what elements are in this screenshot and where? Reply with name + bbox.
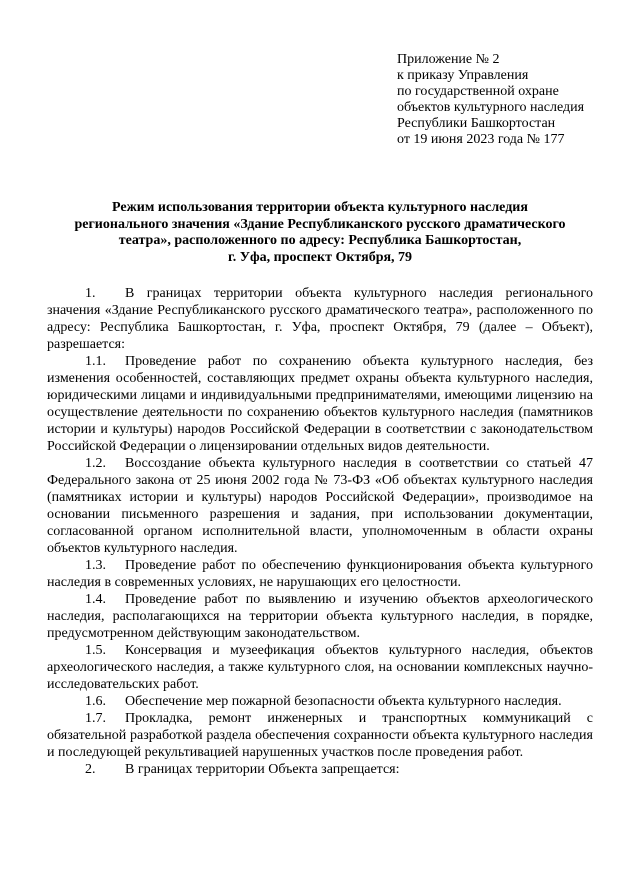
header-line: Республики Башкортостан xyxy=(397,116,556,131)
header-line: объектов культурного наследия xyxy=(397,100,585,115)
paragraph-number: 1.2. xyxy=(85,456,106,471)
header-line: по государственной охране xyxy=(397,84,559,99)
paragraph-number: 2. xyxy=(85,762,96,777)
document-header xyxy=(397,52,593,148)
paragraph-text: Консервация и музеефикация объектов культурного наследия, объектов археологического наследия, а также культурного слоя, на основании комплексных научно-исследовательских работ. xyxy=(47,643,593,692)
paragraph-number: 1.5. xyxy=(85,643,106,658)
title-line: г. Уфа, проспект Октября, 79 xyxy=(227,249,413,265)
paragraph-text: Обеспечение мер пожарной безопасности объекта культурного наследия. xyxy=(125,694,562,709)
paragraph-number: 1.7. xyxy=(85,711,106,726)
paragraph-number: 1. xyxy=(85,286,96,301)
paragraph-text: Проведение работ по обеспечению функционирования объекта культурного наследия в современных условиях, не нарушающих его целостности. xyxy=(47,558,593,590)
paragraph xyxy=(47,761,593,778)
paragraph xyxy=(47,710,593,761)
title-line: Режим использования территории объекта культурного наследия xyxy=(112,200,528,215)
title-line: регионального значения «Здание Республиканского русского драматического xyxy=(74,216,566,232)
paragraph-number: 1.6. xyxy=(85,694,106,709)
paragraph-text: Проведение работ по сохранению объекта культурного наследия, без изменения особенностей, составляющих предмет охраны объекта культурного наследия, юридическими лицами и индивидуальными предпринимателями, имеющими лицензию на осуществление деятельности по сохранению объектов культурного наследия (памятников истории и культуры) народов Российской Федерации в соответствии с законодательством Российской Федерации о лицензировании отдельных видов деятельности. xyxy=(47,354,593,454)
header-line: от 19 июня 2023 года № 177 xyxy=(397,132,565,147)
title-line: театра», расположенного по адресу: Республика Башкортостан, xyxy=(118,233,522,248)
paragraph xyxy=(47,353,593,455)
paragraph xyxy=(47,455,593,557)
paragraph xyxy=(47,642,593,693)
paragraph xyxy=(47,285,593,353)
paragraph xyxy=(47,591,593,642)
header-line: Приложение № 2 xyxy=(397,52,500,67)
paragraph xyxy=(47,557,593,591)
paragraph-number: 1.4. xyxy=(85,592,106,607)
document-body xyxy=(47,285,593,778)
paragraph-text: В границах территории объекта культурного наследия регионального значения «Здание Республиканского русского драматического театра», расположенного по адресу: Республика Башкортостан, г. Уфа, проспект Октября, 79 (далее – Объект), разрешается: xyxy=(47,286,593,352)
paragraph-number: 1.1. xyxy=(85,354,106,369)
header-line: к приказу Управления xyxy=(397,68,529,83)
paragraph-text: В границах территории Объекта запрещается: xyxy=(125,762,400,777)
document-title xyxy=(47,200,593,266)
paragraph-text: Проведение работ по выявлению и изучению объектов археологического наследия, располагающихся на территории объекта культурного наследия, в порядке, предусмотренном действующим законодательством. xyxy=(47,592,593,641)
paragraph-number: 1.3. xyxy=(85,558,106,573)
paragraph-text: Воссоздание объекта культурного наследия в соответствии со статьей 47 Федерального закона от 25 июня 2002 года № 73-ФЗ «Об объектах культурного наследия (памятниках истории и культуры) народов Российской Федерации», производимое на основании письменного разрешения и задания, при использовании документации, согласованной органом исполнительной власти, уполномоченным в области охраны объектов культурного наследия. xyxy=(47,456,593,556)
paragraph xyxy=(47,693,593,710)
paragraph-text: Прокладка, ремонт инженерных и транспортных коммуникаций с обязательной разработкой раздела обеспечения сохранности объекта культурного наследия и последующей рекультивацией нарушенных участков после проведения работ. xyxy=(47,711,593,760)
